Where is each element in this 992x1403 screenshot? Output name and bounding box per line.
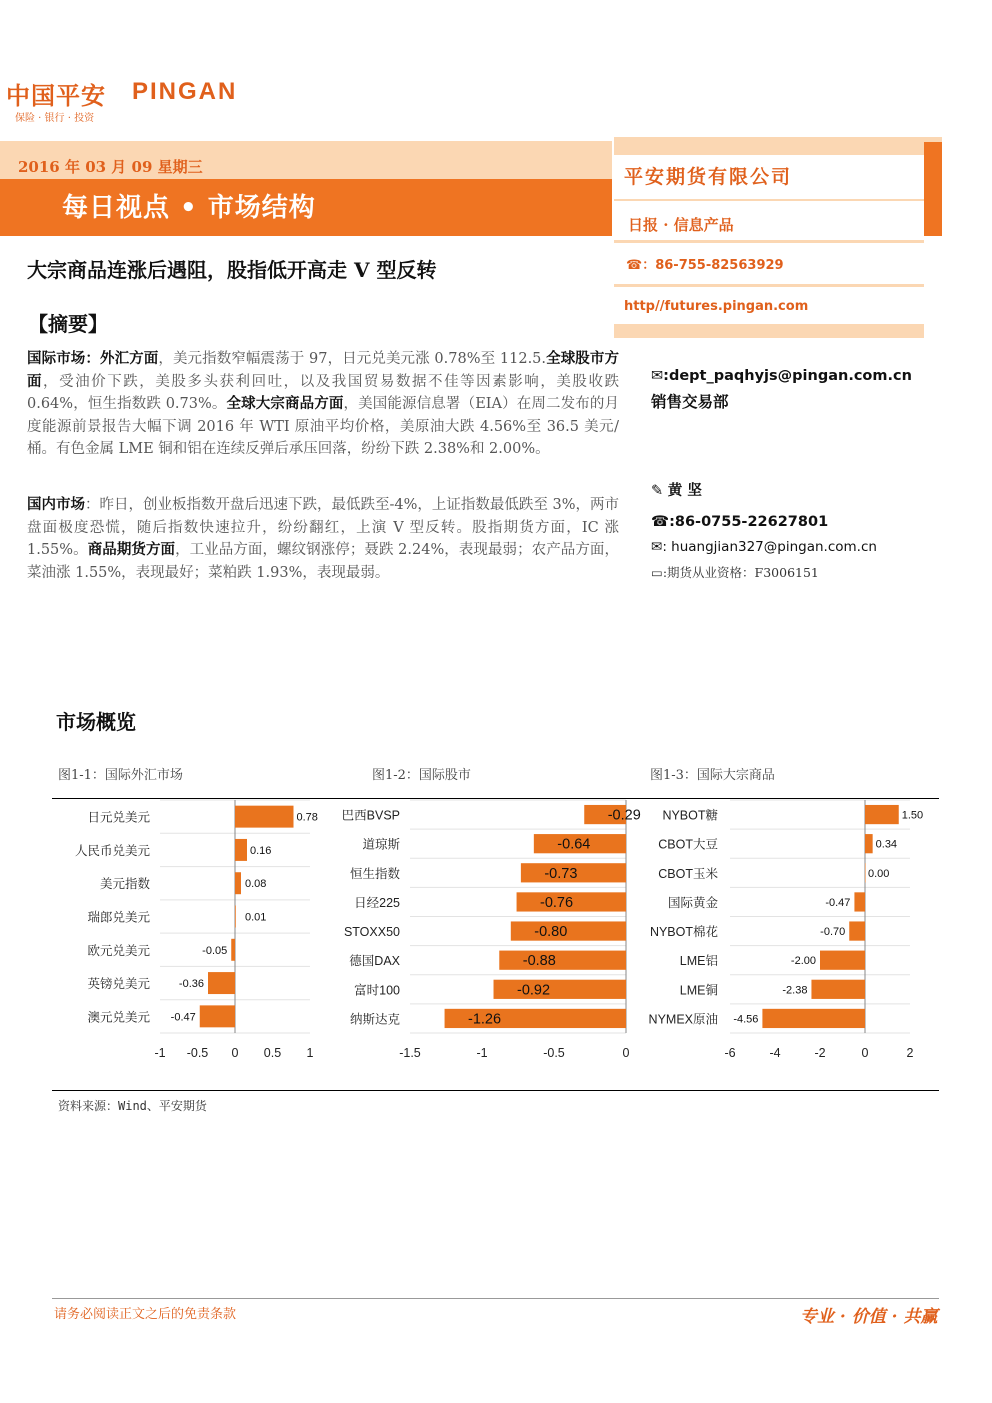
bar (511, 921, 626, 940)
summary-text: ，工业品方面，螺纹钢涨停；聂跌 2.24%，表现最弱；农产品方面，菜油涨 1.55%，表现最好；菜粕跌 1.93%，表现最弱。 (27, 542, 619, 581)
category-label: 澳元兑美元 (87, 1010, 150, 1025)
summary-keyword: 全球股市方面 (27, 350, 619, 390)
bar (865, 863, 866, 882)
tick-label: -0.5 (186, 1046, 209, 1060)
category-label: LME铜 (679, 983, 718, 998)
figure-bottom-rule (52, 1090, 939, 1091)
data-source: 资料来源：Wind、平安期货 (58, 1099, 207, 1113)
headline: 大宗商品连涨后遇阻，股指低开高走 V 型反转 (27, 258, 437, 282)
data-label: 0.78 (296, 811, 318, 824)
footer-slogan: 专业 · 价值 · 共赢 (800, 1307, 938, 1327)
company-name: 平安期货有限公司 (624, 166, 793, 188)
summary-heading: 【摘要】 (28, 312, 108, 336)
category-label: NYBOT糖 (662, 808, 718, 823)
category-label: 恒生指数 (349, 866, 400, 881)
data-label: -2.00 (790, 955, 816, 968)
footer-disclaimer[interactable]: 请务必阅读正文之后的免责条款 (54, 1307, 237, 1322)
bar (762, 1009, 865, 1028)
bar (231, 939, 235, 961)
category-label: CBOT玉米 (658, 866, 718, 881)
category-label: 欧元兑美元 (87, 943, 150, 958)
phone-icon: ☎： (626, 258, 656, 273)
mail-icon: ✉ (651, 539, 663, 555)
logo-en: PINGAN (132, 78, 238, 105)
category-label: STOXX50 (343, 925, 400, 940)
category-label: 纳斯达克 (349, 1012, 400, 1027)
category-label: CBOT大豆 (658, 837, 718, 852)
summary-keyword: 国内市场 (27, 496, 85, 513)
book-icon: ▭ (651, 565, 663, 580)
analyst-name: ✎ 黄 坚 (651, 483, 702, 499)
data-label: -0.29 (607, 807, 641, 824)
data-label: -4.56 (733, 1013, 759, 1026)
bar (494, 980, 626, 999)
logo-subtitle: 保险 · 银行 · 投资 (15, 113, 95, 124)
analyst-qualification: ▭:期货从业资格：F3006151 (651, 565, 819, 580)
tick-label: 0 (231, 1046, 239, 1060)
data-label: -0.36 (178, 978, 204, 991)
bar (235, 872, 241, 894)
chart-title: 图1-2：国际股市 (372, 768, 471, 783)
chart-title: 图1-3：国际大宗商品 (650, 768, 775, 783)
tick-label: 1 (306, 1046, 314, 1060)
tick-label: -1 (154, 1046, 166, 1060)
bar (854, 892, 865, 911)
bar (235, 839, 247, 861)
bar (235, 806, 294, 828)
summary-keyword: 全球大宗商品方面 (226, 395, 344, 412)
report-type: 日报 · 信息产品 (628, 216, 734, 234)
data-label: -0.92 (516, 982, 551, 999)
category-label: 巴西BVSP (341, 808, 400, 823)
tick-label: 2 (906, 1046, 914, 1060)
summary-keyword: 商品期货方面 (87, 541, 176, 558)
report-title: 每日视点 • 市场结构 (62, 193, 316, 223)
tick-label: -0.5 (543, 1046, 565, 1060)
category-label: NYBOT棉花 (649, 925, 718, 940)
logo-cn: 中国平安 (6, 82, 106, 110)
data-label: -2.38 (782, 984, 808, 997)
data-label: -1.26 (468, 1011, 502, 1028)
category-label: LME铝 (679, 954, 718, 969)
category-label: 国际黄金 (667, 895, 718, 910)
category-label: 日经225 (354, 895, 400, 910)
mail-icon: ✉ (651, 368, 664, 384)
bar (499, 951, 626, 970)
data-label: 0.08 (245, 878, 267, 891)
tick-label: 0 (622, 1046, 630, 1060)
dept-name: 销售交易部 (651, 393, 729, 411)
phone-icon: ☎ (651, 514, 670, 530)
data-label: -0.47 (825, 896, 851, 909)
tick-label: -1.5 (399, 1046, 421, 1060)
chart-title: 图1-1：国际外汇市场 (58, 768, 183, 783)
tick-label: 0 (861, 1046, 869, 1060)
data-label: -0.05 (202, 944, 228, 957)
bar (849, 921, 865, 940)
category-label: 道琼斯 (362, 837, 400, 852)
data-label: 1.50 (901, 809, 924, 822)
company-phone: ☎：86-755-82563929 (626, 258, 784, 273)
bar (820, 951, 865, 970)
category-label: 人民币兑美元 (74, 843, 150, 858)
data-label: 0.16 (250, 844, 272, 857)
category-label: 日元兑美元 (87, 810, 150, 825)
pen-icon: ✎ (651, 483, 668, 499)
summary-text: ，美元指数窄幅震荡于 97，日元兑美元涨 0.78%至 112.5. (158, 351, 547, 367)
category-label: 瑞郎兑美元 (87, 910, 150, 925)
category-label: NYMEX原油 (648, 1012, 718, 1027)
analyst-email[interactable]: ✉: huangjian327@pingan.com.cn (651, 539, 877, 555)
data-label: 0.01 (245, 911, 267, 924)
tick-label: -4 (769, 1046, 781, 1060)
dept-email[interactable]: ✉:dept_paqhyjs@pingan.com.cn (651, 368, 912, 384)
summary-keyword: 国际市场：外汇方面 (27, 350, 159, 367)
category-label: 德国DAX (349, 954, 400, 969)
data-label: 0.00 (868, 867, 890, 880)
footer-rule (52, 1298, 939, 1299)
data-label: -0.76 (540, 894, 574, 911)
company-url[interactable]: http//futures.pingan.com (624, 299, 809, 314)
data-label: -0.64 (557, 836, 591, 853)
tick-label: -6 (724, 1046, 736, 1060)
summary-text: ，受油价下跌，美股多头获利回吐，以及我国贸易数据不佳等因素影响，美股收跌 0.64%，恒生指数跌 0.73%。 (27, 373, 620, 412)
tick-label: -1 (476, 1046, 488, 1060)
analyst-phone: ☎:86-0755-22627801 (651, 514, 829, 530)
data-label: -0.73 (544, 865, 578, 882)
bar (235, 906, 236, 928)
bar (865, 834, 873, 853)
bar (200, 1005, 235, 1027)
tick-label: 0.5 (263, 1046, 282, 1060)
tick-label: -2 (814, 1046, 826, 1060)
data-label: -0.70 (820, 926, 846, 939)
bar (208, 972, 235, 994)
data-label: -0.88 (522, 953, 556, 970)
market-heading: 市场概览 (56, 710, 136, 734)
data-label: -0.80 (534, 924, 568, 941)
data-label: -0.47 (170, 1011, 196, 1024)
category-label: 富时100 (354, 983, 400, 998)
bar (865, 805, 899, 824)
category-label: 美元指数 (99, 877, 150, 892)
summary-text: ：昨日，创业板指数开盘后迅速下跌，最低跌至-4%，上证指数最低跌至 3%，两市盘面极度恐慌，随后指数快速拉升，纷纷翻红，上演 V 型反转。股指期货方面，IC 涨 1.55%。 (27, 497, 620, 558)
summary-text: ，美国能源信息署（EIA）在周二发布的月度能源前景报告大幅下调 2016 年 WTI 原油平均价格，美原油大跌 4.56%至 36.5 美元/桶。有色金属 LME 铜和铝在连续反弹后承压回落，纷纷下跌 2.38%和 2.00%。 (27, 396, 619, 457)
report-date: 2016 年 03 月 09 星期三 (18, 158, 203, 176)
category-label: 英镑兑美元 (87, 977, 150, 992)
data-label: 0.34 (875, 838, 898, 851)
bar (811, 980, 865, 999)
